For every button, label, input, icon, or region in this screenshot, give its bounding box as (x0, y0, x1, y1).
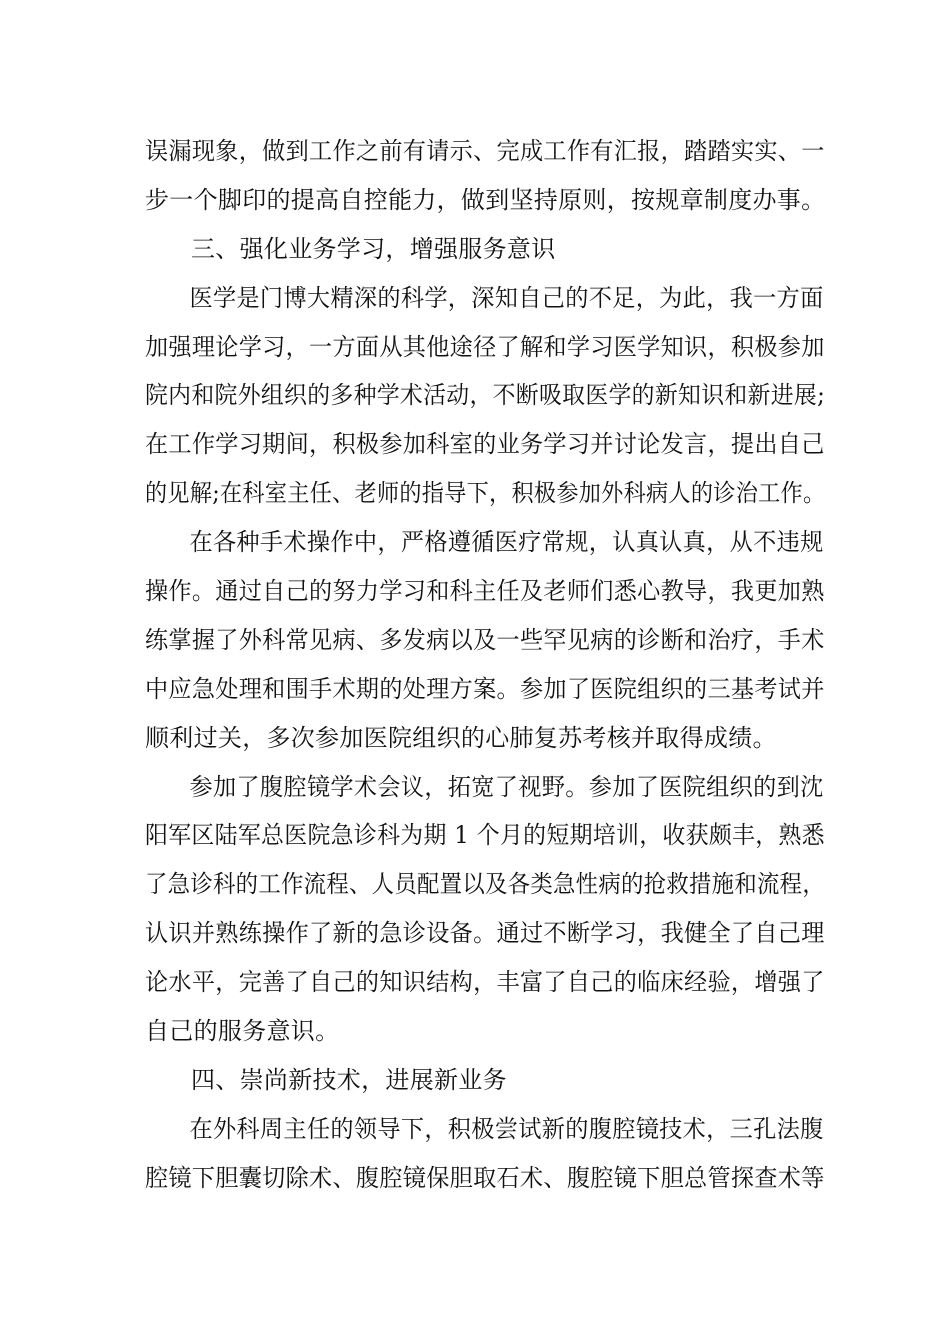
text-line: 自己的服务意识。 (145, 1017, 340, 1046)
text-line: 腔镜下胆囊切除术、腹腔镜保胆取石术、腹腔镜下胆总管探查术等 (145, 1163, 825, 1192)
text-line: 步一个脚印的提高自控能力，做到坚持原则，按规章制度办事。 (145, 185, 826, 214)
text-line: 参加了腹腔镜学术会议，拓宽了视野。参加了医院组织的到沈 (189, 772, 824, 801)
text-line: 加强理论学习，一方面从其他途径了解和学习医学知识，积极参加 (145, 332, 825, 361)
text-line: 在工作学习期间，积极参加科室的业务学习并讨论发言，提出自己 (145, 430, 825, 459)
text-line: 误漏现象，做到工作之前有请示、完成工作有汇报，踏踏实实、一 (145, 137, 825, 165)
text-line: 顺利过关，多次参加医院组织的心肺复苏考核并取得成绩。 (145, 723, 777, 752)
text-line: 中应急处理和围手术期的处理方案。参加了医院组织的三基考试并 (145, 674, 825, 703)
text-line: 医学是门博大精深的科学，深知自己的不足，为此，我一方面 (189, 283, 824, 312)
text-line: 在各种手术操作中，严格遵循医疗常规，认真认真，从不违规 (189, 528, 824, 557)
text-line: 了急诊科的工作流程、人员配置以及各类急性病的抢救措施和流程， (145, 870, 826, 899)
document-body (145, 127, 825, 1203)
text-line: 院内和院外组织的多种学术活动，不断吸取医学的新知识和新进展; (145, 381, 826, 410)
text-line: 阳军区陆军总医院急诊科为期 1 个月的短期培训，收获颇丰，熟悉 (145, 821, 825, 850)
text-line: 操作。通过自己的努力学习和科主任及老师们悉心教导，我更加熟 (145, 577, 825, 606)
text-line: 在外科周主任的领导下，积极尝试新的腹腔镜技术，三孔法腹 (189, 1114, 824, 1143)
text-line: 三、强化业务学习，增强服务意识 (191, 234, 556, 263)
text-line: 的见解;在科室主任、老师的指导下，积极参加外科病人的诊治工作。 (145, 479, 826, 508)
text-line: 论水平，完善了自己的知识结构，丰富了自己的临床经验，增强了 (145, 968, 825, 997)
text-line: 练掌握了外科常见病、多发病以及一些罕见病的诊断和治疗，手术 (145, 625, 825, 654)
text-line: 认识并熟练操作了新的急诊设备。通过不断学习，我健全了自己理 (145, 919, 825, 948)
text-line: 四、崇尚新技术，进展新业务 (191, 1065, 507, 1094)
